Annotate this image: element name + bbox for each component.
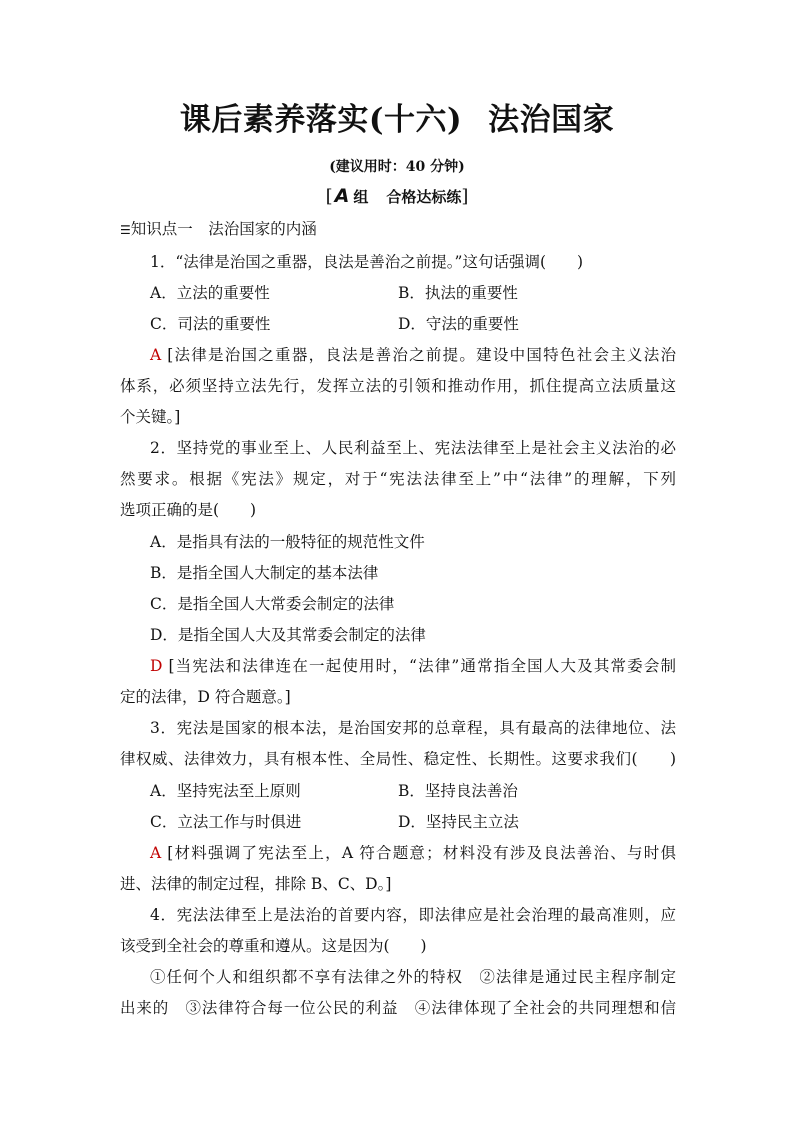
group-label: 组	[353, 188, 369, 206]
q3-options-row1	[150, 781, 676, 801]
knowledge-point-heading	[120, 219, 676, 240]
q1-explanation-line-1: A [法律是治国之重器，良法是善治之前提。建设中国特色社会主义法治	[150, 346, 676, 364]
q3-answer: A	[150, 844, 162, 862]
q1-explanation-line-3: 个关键。]	[120, 408, 181, 426]
group-bracket-close: ]	[461, 186, 469, 207]
q2-stem-line-3: 选项正确的是( )	[120, 501, 257, 519]
group-heading	[0, 185, 794, 207]
q3-option-d: D．坚持民主立法	[398, 813, 519, 831]
q4-stem-line-2: 该受到全社会的尊重和遵从。这是因为( )	[120, 937, 427, 955]
q3-option-b: B．坚持良法善治	[398, 782, 518, 800]
knowledge-point-icon: ☰	[120, 223, 131, 237]
q4-statements-line-1: ①任何个人和组织都不享有法律之外的特权 ②法律是通过民主程序制定	[150, 968, 676, 986]
group-letter: A	[334, 185, 350, 207]
q3-stem-line-1: 3．宪法是国家的根本法，是治国安邦的总章程，具有最高的法律地位、法	[150, 719, 676, 737]
q1-option-a: A．立法的重要性	[150, 284, 270, 302]
q2-option-d: D．是指全国人大及其常委会制定的法律	[150, 626, 426, 644]
q3-option-a: A．坚持宪法至上原则	[150, 782, 301, 800]
q1-explanation-line-2: 体系，必须坚持立法先行，发挥立法的引领和推动作用，抓住提高立法质量这	[120, 377, 676, 395]
q3-explanation-line-1: A [材料强调了宪法至上，A 符合题意；材料没有涉及良法善治、与时俱	[150, 844, 676, 862]
q3-option-c: C．立法工作与时俱进	[150, 813, 302, 831]
q1-stem: 1．“法律是治国之重器，良法是善治之前提。”这句话强调( )	[150, 253, 584, 271]
q2-option-b: B．是指全国人大制定的基本法律	[150, 564, 379, 582]
q1-options-row2	[150, 314, 676, 334]
q2-explanation-line-1: D [当宪法和法律连在一起使用时，“法律”通常指全国人大及其常委会制	[150, 657, 676, 675]
q4-statements-line-2: 出来的 ③法律符合每一位公民的利益 ④法律体现了全社会的共同理想和信	[120, 999, 676, 1017]
q3-stem-line-2: 律权威、法律效力，具有根本性、全局性、稳定性、长期性。这要求我们( )	[120, 750, 676, 768]
title-main: 课后素养落实(十六)	[179, 102, 463, 138]
suggested-time: (建议用时：40 分钟)	[329, 159, 465, 175]
q2-option-c: C．是指全国人大常委会制定的法律	[150, 595, 395, 613]
group-bracket-open: [	[325, 186, 333, 207]
q4-stem-line-1: 4．宪法法律至上是法治的首要内容，即法律应是社会治理的最高准则，应	[150, 906, 676, 924]
q3-explanation-line-2: 进、法律的制定过程，排除 B、C、D。]	[120, 875, 392, 893]
q2-option-a: A．是指具有法的一般特征的规范性文件	[150, 533, 425, 551]
group-name: 合格达标练	[386, 188, 462, 206]
q2-stem-line-1: 2．坚持党的事业至上、人民利益至上、宪法法律至上是社会主义法治的必	[150, 439, 676, 457]
page-title	[0, 94, 794, 139]
q1-options-row1	[150, 283, 676, 303]
knowledge-point-text: 知识点一 法治国家的内涵	[130, 220, 317, 238]
title-topic: 法治国家	[488, 102, 615, 138]
q1-answer: A	[150, 346, 162, 364]
q1-option-d: D．守法的重要性	[398, 315, 519, 333]
q1-option-b: B．执法的重要性	[398, 284, 518, 302]
q2-answer: D	[150, 657, 163, 675]
q1-option-c: C．司法的重要性	[150, 315, 271, 333]
q2-stem-line-2: 然要求。根据《宪法》规定，对于“宪法法律至上”中“法律”的理解，下列	[120, 470, 676, 488]
q2-explanation-line-2: 定的法律，D 符合题意。]	[120, 688, 291, 706]
q3-options-row2	[150, 812, 676, 832]
